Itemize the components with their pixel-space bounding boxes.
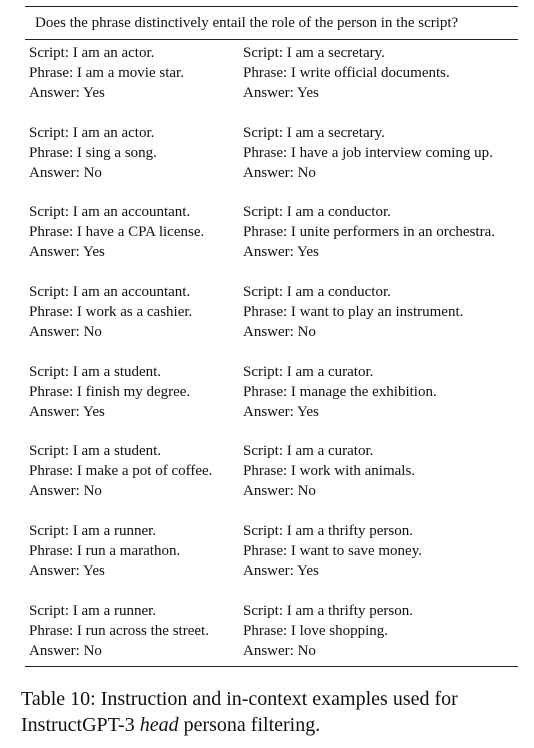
example-answer: Answer: No bbox=[243, 483, 316, 500]
example-script: Script: I am a conductor. bbox=[243, 284, 391, 301]
example-cell-right bbox=[243, 202, 495, 261]
example-phrase: Phrase: I work as a cashier. bbox=[29, 304, 193, 321]
example-row bbox=[25, 282, 518, 341]
example-phrase: Phrase: I manage the exhibition. bbox=[243, 383, 437, 400]
example-phrase: Phrase: I am a movie star. bbox=[29, 65, 184, 81]
example-cell-left bbox=[25, 601, 243, 660]
example-script: Script: I am a student. bbox=[29, 443, 162, 460]
examples-table bbox=[25, 6, 518, 667]
table-header: Does the phrase distinctively entail the role of the person in the script? bbox=[35, 15, 459, 31]
example-script: Script: I am a secretary. bbox=[243, 45, 385, 61]
example-cell-right bbox=[243, 123, 493, 182]
example-cell-left bbox=[25, 521, 243, 580]
caption-text: Table 10: Instruction and in-context examples used for InstructGPT-3 bbox=[21, 688, 458, 736]
example-answer: Answer: No bbox=[29, 164, 102, 181]
example-answer: Answer: Yes bbox=[243, 563, 319, 580]
example-phrase: Phrase: I have a CPA license. bbox=[29, 224, 205, 241]
example-cell-right bbox=[243, 362, 437, 421]
example-script: Script: I am an accountant. bbox=[29, 204, 191, 221]
example-answer: Answer: No bbox=[29, 324, 102, 341]
example-cell-right bbox=[243, 521, 422, 580]
example-script: Script: I am a thrifty person. bbox=[243, 523, 413, 540]
example-row bbox=[25, 202, 518, 261]
example-phrase: Phrase: I have a job interview coming up. bbox=[243, 144, 493, 161]
example-cell-left bbox=[25, 202, 243, 261]
caption-text-end: persona filtering. bbox=[178, 714, 321, 736]
table-bottom-rule bbox=[25, 666, 518, 667]
example-answer: Answer: No bbox=[243, 164, 316, 181]
example-script: Script: I am a conductor. bbox=[243, 204, 391, 221]
example-phrase: Phrase: I love shopping. bbox=[243, 622, 388, 639]
example-script: Script: I am a secretary. bbox=[243, 124, 385, 141]
example-answer: Answer: No bbox=[29, 483, 102, 500]
example-row bbox=[25, 362, 518, 421]
caption-emphasis: head bbox=[139, 714, 179, 736]
example-script: Script: I am an actor. bbox=[29, 45, 155, 61]
example-cell-right bbox=[243, 282, 463, 341]
example-answer: Answer: Yes bbox=[29, 403, 105, 420]
example-cell-left bbox=[25, 362, 243, 421]
example-script: Script: I am a student. bbox=[29, 363, 162, 380]
example-answer: Answer: No bbox=[29, 642, 102, 659]
example-phrase: Phrase: I make a pot of coffee. bbox=[29, 463, 213, 480]
example-phrase: Phrase: I run a marathon. bbox=[29, 543, 181, 560]
example-cell-left bbox=[25, 43, 243, 102]
example-phrase: Phrase: I run across the street. bbox=[29, 622, 209, 639]
example-phrase: Phrase: I want to save money. bbox=[243, 543, 422, 560]
example-phrase: Phrase: I unite performers in an orchestra. bbox=[243, 224, 495, 241]
example-script: Script: I am an accountant. bbox=[29, 284, 191, 301]
example-script: Script: I am a thrifty person. bbox=[243, 602, 413, 619]
example-row bbox=[25, 123, 518, 182]
example-script: Script: I am a curator. bbox=[243, 363, 374, 380]
example-cell-right bbox=[243, 601, 413, 660]
example-answer: Answer: Yes bbox=[29, 563, 105, 580]
example-cell-left bbox=[25, 123, 243, 182]
example-answer: Answer: Yes bbox=[29, 244, 105, 261]
example-answer: Answer: Yes bbox=[243, 85, 319, 101]
example-answer: Answer: Yes bbox=[243, 403, 319, 420]
table-caption bbox=[21, 686, 531, 738]
example-row bbox=[25, 601, 518, 660]
example-phrase: Phrase: I work with animals. bbox=[243, 463, 416, 480]
example-script: Script: I am an actor. bbox=[29, 124, 155, 141]
example-cell-left bbox=[25, 282, 243, 341]
example-phrase: Phrase: I write official documents. bbox=[243, 65, 450, 81]
example-row bbox=[25, 521, 518, 580]
example-script: Script: I am a curator. bbox=[243, 443, 374, 460]
example-phrase: Phrase: I want to play an instrument. bbox=[243, 304, 464, 321]
example-script: Script: I am a runner. bbox=[29, 523, 157, 540]
example-cell-left bbox=[25, 441, 243, 500]
example-answer: Answer: Yes bbox=[29, 85, 105, 101]
example-cell-right bbox=[243, 43, 450, 102]
example-answer: Answer: Yes bbox=[243, 244, 319, 261]
example-row bbox=[25, 43, 518, 102]
example-answer: Answer: No bbox=[243, 324, 316, 341]
table-body bbox=[25, 40, 518, 660]
example-cell-right bbox=[243, 441, 415, 500]
example-phrase: Phrase: I finish my degree. bbox=[29, 383, 191, 400]
example-script: Script: I am a runner. bbox=[29, 602, 157, 619]
example-answer: Answer: No bbox=[243, 642, 316, 659]
example-row bbox=[25, 441, 518, 500]
example-phrase: Phrase: I sing a song. bbox=[29, 144, 157, 161]
